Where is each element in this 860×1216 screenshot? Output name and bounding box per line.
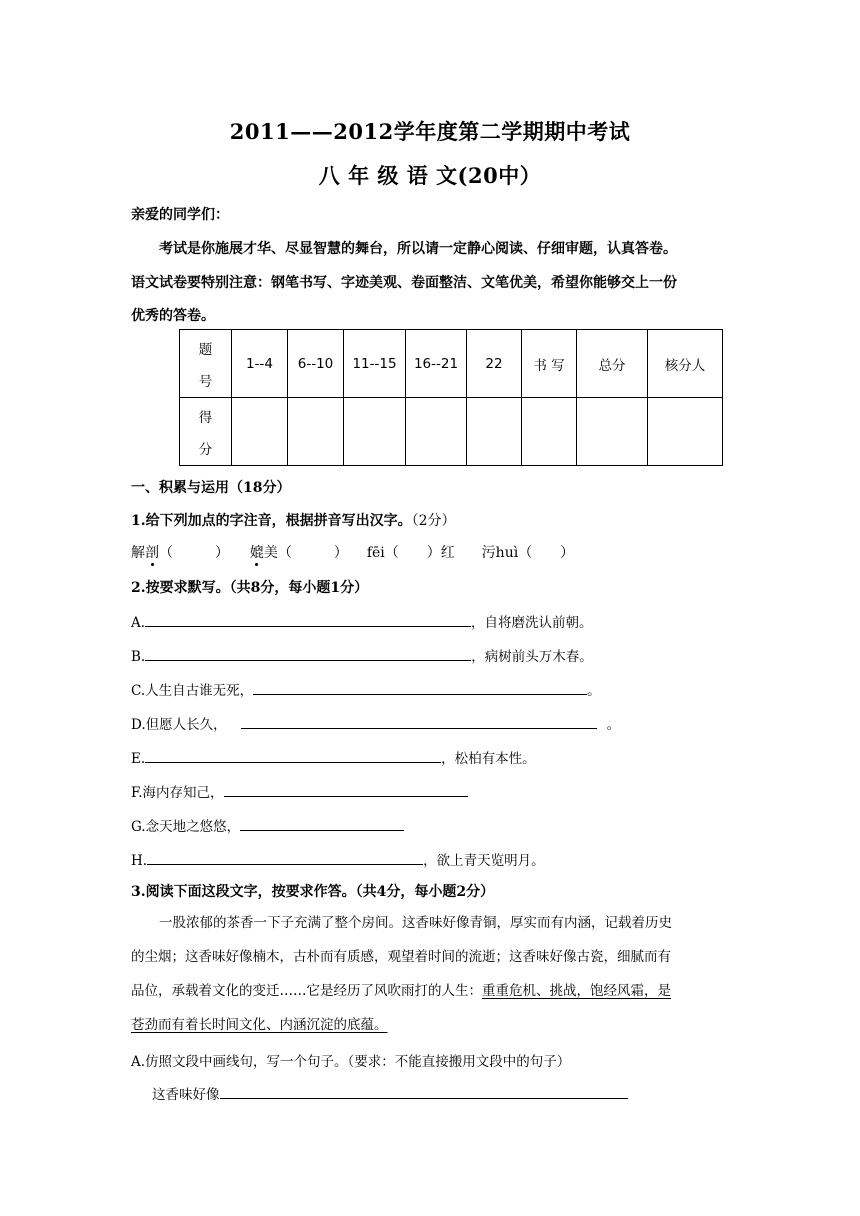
score-cell[interactable] — [522, 398, 577, 466]
exam-subtitle: 八 年 级 语 文(20中） — [318, 163, 542, 188]
q2-line-f: F.海内存知己， — [131, 781, 468, 801]
header-cell: 书 写 — [522, 330, 577, 398]
score-cell[interactable] — [406, 398, 467, 466]
header-cell: 16--21 — [406, 330, 467, 398]
score-cell[interactable] — [648, 398, 723, 466]
answer-blank[interactable] — [253, 680, 587, 695]
score-cell[interactable] — [232, 398, 288, 466]
header-cell: 1--4 — [232, 330, 288, 398]
answer-blank[interactable]: （ ） — [277, 545, 348, 561]
answer-blank[interactable]: （ ） — [384, 545, 441, 561]
q2-line-e: E. ，松柏有本性。 — [131, 747, 536, 767]
q1-title: 1.给下列加点的字注音，根据拼音写出汉字。 — [131, 513, 412, 529]
q1-items — [131, 542, 574, 562]
q2-title: 2.按要求默写。（共8分，每小题1分） — [131, 580, 369, 596]
underlined-sentence: 苍劲而有着长时间文化、内涵沉淀的底蕴。 — [131, 1017, 388, 1033]
q1-item-a: 解剖（ ） — [131, 545, 229, 561]
header-cell: 总分 — [577, 330, 648, 398]
q2-line-h: H. ，欲上青天览明月。 — [131, 849, 545, 869]
intro-line-2: 语文试卷要特别注意：钢笔书写、字迹美观、卷面整洁、文笔优美，希望你能够交上一份 — [131, 275, 677, 291]
q1-item-c: fēi（ ）红 — [366, 545, 455, 561]
q3-title: 3.阅读下面这段文字，按要求作答。（共4分，每小题2分） — [131, 884, 495, 900]
answer-blank[interactable] — [145, 646, 471, 661]
passage-line: 品位，承载着文化的变迁……它是经历了风吹雨打的人生：重重危机、挑战，饱经风霜，是 — [131, 983, 671, 999]
q2-line-d: D.但愿人长久， 。 — [131, 713, 620, 733]
exam-title: 2011——2012学年度第二学期期中考试 — [229, 119, 631, 144]
q3-passage — [131, 906, 741, 1042]
q1-item-d: 污huì（ ） — [481, 545, 575, 561]
score-cell[interactable] — [577, 398, 648, 466]
header-cell: 22 — [467, 330, 522, 398]
passage-line: 的尘烟；这香味好像楠木，古朴而有质感，观望着时间的流逝；这香味好像古瓷，细腻而有 — [131, 949, 671, 965]
answer-blank[interactable]: （ ） — [518, 545, 575, 561]
intro-line-1: 考试是你施展才华、尽显智慧的舞台，所以请一定静心阅读、仔细审题，认真答卷。 — [159, 241, 677, 257]
q2-line-c: C.人生自古谁无死， 。 — [131, 679, 601, 699]
answer-blank[interactable] — [145, 748, 441, 763]
intro-line-3: 优秀的答卷。 — [131, 308, 215, 324]
q1-item-b: 媲美（ ） — [250, 545, 348, 561]
answer-blank[interactable] — [241, 714, 597, 729]
q1-heading — [131, 510, 456, 530]
row-label-question-number: 题 号 — [180, 330, 232, 398]
score-cell[interactable] — [467, 398, 522, 466]
passage-line: 一股浓郁的茶香一下子充满了整个房间。这香味好像青铜，厚实而有内涵，记载着历史 — [159, 915, 672, 931]
q1-points: （2分） — [411, 513, 456, 529]
greeting: 亲爱的同学们： — [131, 207, 229, 223]
score-cell[interactable] — [288, 398, 344, 466]
underlined-sentence: 重重危机、挑战，饱经风霜，是 — [482, 983, 671, 999]
score-table — [179, 329, 723, 466]
row-label-score: 得 分 — [180, 398, 232, 466]
answer-blank[interactable] — [240, 816, 404, 831]
answer-blank[interactable] — [145, 612, 471, 627]
q3-question-a: A.仿照文段中画线句，写一个句子。（要求：不能直接搬用文段中的句子） — [131, 1054, 571, 1070]
header-cell: 核分人 — [648, 330, 723, 398]
header-cell: 11--15 — [344, 330, 406, 398]
q3-answer-line-a: 这香味好像 — [152, 1083, 628, 1103]
score-cell[interactable] — [344, 398, 406, 466]
q2-line-g: G.念天地之悠悠， — [131, 815, 404, 835]
passage-line — [131, 1008, 741, 1042]
answer-blank[interactable] — [147, 850, 423, 865]
answer-blank[interactable]: （ ） — [159, 545, 229, 561]
q2-line-b: B. ，病树前头万木春。 — [131, 645, 593, 665]
answer-blank[interactable] — [224, 782, 468, 797]
answer-blank[interactable] — [220, 1084, 628, 1099]
q2-line-a: A. ，自将磨洗认前朝。 — [131, 611, 593, 631]
section-1-title: 一、积累与运用（18分） — [131, 480, 291, 496]
header-cell: 6--10 — [288, 330, 344, 398]
